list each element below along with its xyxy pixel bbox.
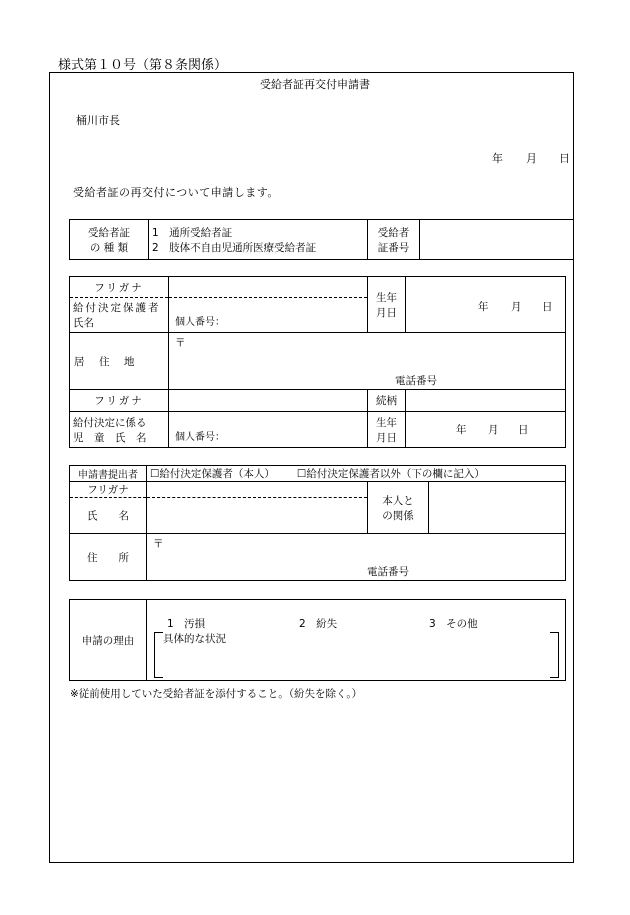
applicant-furigana-label: フリガナ (70, 482, 147, 498)
details-field[interactable] (163, 646, 543, 674)
cert-type-option-1[interactable]: 1 通所受給者証 (152, 226, 233, 239)
reason-label: 申請の理由 (70, 600, 147, 681)
certificate-table (69, 219, 574, 260)
applicant-address-label: 住 所 (70, 534, 147, 581)
submitter-options (147, 466, 566, 482)
child-name-field[interactable] (169, 412, 368, 448)
guardian-birth-field[interactable]: 年 月 日 (406, 277, 566, 333)
guardian-furigana-label: フリガナ (70, 277, 169, 298)
relation-label: 本人と の関係 (368, 482, 429, 534)
submitter-option-self[interactable]: ☐給付決定保護者（本人） (150, 468, 275, 480)
child-birth-label: 生年 月日 (368, 412, 406, 448)
address-label: 居 住 地 (70, 333, 169, 390)
date-day-label: 日 (559, 152, 570, 165)
applicant-table (69, 465, 566, 581)
child-individual-number-label: 個人番号： (175, 432, 225, 443)
applicant-address-field[interactable] (147, 534, 566, 581)
reason-option-1[interactable]: 1 汚損 (167, 618, 206, 630)
footnote: ※従前使用していた受給者証を添付すること。（紛失を除く。） (70, 688, 363, 700)
child-birth-field[interactable]: 年 月 日 (406, 412, 566, 448)
applicant-postal-mark: 〒 (153, 538, 164, 550)
reason-option-3[interactable]: 3 その他 (429, 618, 478, 630)
submitter-label: 申請書提出者 (70, 466, 147, 482)
details-bracket-right (550, 632, 559, 678)
details-label: 具体的な状況 (163, 633, 226, 645)
details-bracket-left (154, 632, 163, 678)
guardian-name-field[interactable] (169, 298, 368, 333)
applicant-name-field[interactable] (147, 498, 368, 534)
date-year-label: 年 (492, 152, 503, 165)
application-statement: 受給者証の再交付について申請します。 (73, 186, 279, 199)
addressee: 桶川市長 (76, 114, 120, 127)
form-number: 様式第１０号（第８条関係） (58, 58, 228, 73)
submitter-option-other[interactable]: ☐給付決定保護者以外（下の欄に記入） (296, 468, 485, 480)
form-title: 受給者証再交付申請書 (260, 78, 370, 91)
reason-table (69, 599, 566, 681)
address-field[interactable] (169, 333, 566, 390)
reason-field (147, 600, 566, 681)
cert-type-option-2[interactable]: 2 肢体不自由児通所医療受給者証 (152, 241, 317, 254)
applicant-phone-label: 電話番号 (367, 566, 409, 578)
date-month-label: 月 (526, 152, 537, 165)
guardian-furigana-field[interactable] (169, 277, 368, 298)
child-name-label: 給付決定に係る 児 童 氏 名 (70, 412, 169, 448)
guardian-birth-label: 生年 月日 (368, 277, 406, 333)
guardian-table (69, 276, 566, 448)
relationship-label: 続柄 (368, 390, 406, 412)
child-furigana-label: フリガナ (70, 390, 169, 412)
applicant-furigana-field[interactable] (147, 482, 368, 498)
phone-label: 電話番号 (395, 375, 437, 387)
cert-type-label: 受給者証 の 種 類 (70, 220, 149, 260)
reason-option-2[interactable]: 2 紛失 (299, 618, 338, 630)
guardian-name-label: 給付決定保護者 氏名 (70, 298, 169, 333)
child-furigana-field[interactable] (169, 390, 368, 412)
relation-field[interactable] (429, 482, 566, 534)
applicant-name-label: 氏 名 (70, 498, 147, 534)
cert-type-options[interactable] (149, 220, 368, 260)
guardian-individual-number-label: 個人番号： (175, 317, 225, 328)
cert-number-field[interactable] (420, 220, 574, 260)
cert-number-label: 受給者 証番号 (368, 220, 420, 260)
postal-mark: 〒 (175, 337, 186, 349)
relationship-field[interactable] (406, 390, 566, 412)
